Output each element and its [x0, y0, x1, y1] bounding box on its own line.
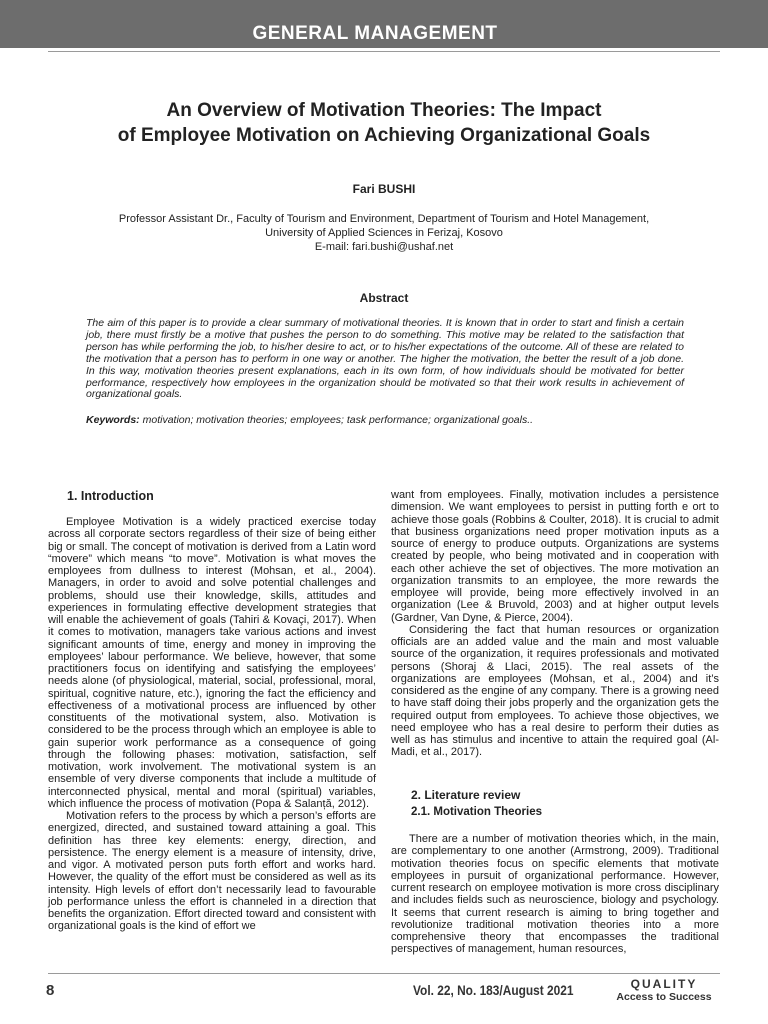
footer-rule — [48, 973, 720, 974]
header-band — [0, 0, 768, 48]
title-line-1: An Overview of Motivation Theories: The Impact — [166, 100, 602, 121]
subsection-heading-motivation-theories: 2.1. Motivation Theories — [411, 806, 542, 818]
affiliation — [60, 212, 708, 254]
intro-paragraph-2: Motivation refers to the process by which a person’s efforts are energized, directed, and sustained toward attaining a goal. This definition has three key elements: energy, direction, and persistence. The energy element is a measure of intensity, drive, and vigor. A motivated person puts forth effort and works hard. However, the quality of the effort must be considered as well as its intensity. High levels of effort don’t necessarily lead to favourable job performance unless the effort is channeled in a direction that benefits the organization. Effort directed toward and consistent with organizational goals is the kind of effort we — [48, 810, 376, 933]
right-column-lower — [391, 833, 719, 956]
journal-logo — [608, 978, 720, 1003]
keywords — [86, 414, 686, 427]
title-line-2: of Employee Motivation on Achieving Organizational Goals — [117, 125, 651, 146]
keywords-label: Keywords: — [86, 414, 140, 426]
intro-paragraph-4: Considering the fact that human resources or organization officials are an added value and the main and most valuable source of the organization, it requires professionals and motivated persons (Shoraj & Llaci, 2015). The real assets of the organizations are employees (Mohsan, et al., 2004) and it’s considered as the engine of any company. There is a growing need to have staff doing their jobs properly and the organization gets the required output from employees. To achieve those objectives, we need employee who has a real desire to perform their duties as well as has stimulus and incentive to attain the required goal (Al-Madi, et al., 2017). — [391, 623, 719, 759]
section-title: GENERAL MANAGEMENT — [252, 23, 498, 44]
affiliation-line-1: Professor Assistant Dr., Faculty of Tourism and Environment, Department of Tourism and Hotel Management, — [118, 213, 650, 225]
section-heading-introduction: 1. Introduction — [67, 489, 154, 503]
abstract-text: The aim of this paper is to provide a clear summary of motivational theories. It is known that in order to start and finish a certain job, there must firstly be a motive that pushes the person to do something. This motive may be related to the satisfaction that person has while performing the job, to his/her desire to act, or to his/her expectations of the outcome. All of these are related to the motivation that a person has to perform in one way or another. The higher the motivation, the better the result of a job done. In this way, motivation theories present explanations, each in its own form, of how individuals should be motivated for better performance, respectively how employees in the organization should be motivated so that their work results in achievement of organizational goals. — [86, 317, 684, 401]
left-column — [48, 516, 376, 933]
journal-logo-tagline: Access to Success — [616, 991, 712, 1003]
volume-info: Vol. 22, No. 183/August 2021 — [413, 982, 574, 998]
author-name: Fari BUSHI — [352, 182, 416, 196]
header-rule — [48, 51, 720, 52]
article-title — [40, 98, 728, 148]
page-number: 8 — [46, 982, 55, 999]
right-column — [391, 489, 719, 759]
intro-paragraph-3: want from employees. Finally, motivation includes a persistence dimension. We want employees to persist in putting forth e ort to achieve those goals (Robbins & Coulter, 2018). It is crucial to admit that business organizations need proper motivation inputs as a source of energy to produce outputs. Organizations are systems created by people, who being motivated and in cooperation with each other achieve the set of objectives. The more motivation an organization transmits to an employee, the more rewards the employee will provide, being more effectively involved in an organization (Lee & Bruvold, 2003) and at higher output levels (Gardner, Van Dyne, & Pierce, 2004). — [391, 489, 719, 624]
intro-paragraph-1: Employee Motivation is a widely practiced exercise today across all corporate sectors regardless of their size of being either big or small. The concept of motivation is derived from a Latin word “movere” which means “to move”. Motivation is what moves the employees from dullness to interest (Mohsan, et al., 2004). Managers, in order to avoid and solve potential challenges and problems, should use their knowledge, skills, attitudes and experiences in formulating effective development strategies that will enable the achievement of goals (Tahiri & Kovaçi, 2017). When it comes to motivation, managers take various actions and invest significant amounts of time, energy and money in improving the employees’ labour performance. We believe, however, that some practitioners focus on identifying and satisfying the employees’ needs alone (of physiological, material, social, professional, moral, spiritual, cognitive nature, etc.), ignoring the fact the efficiency and effectiveness of a motivational process are influenced by other constituents of the motivational system, also. Motivation is considered to be the process through which an employee is able to gain superior work performance as a consequence of going through the following phases: motivation, satisfaction, self motivation, work involvement. The motivational system is an ensemble of very diverse components that include a multitude of interconnected physical, mental and moral (spiritual) variables, which influence the process of motivation (Popa & Salanță, 2012). — [48, 516, 376, 810]
journal-logo-title: QUALITY — [630, 977, 698, 991]
section-heading-literature-review: 2. Literature review — [411, 788, 521, 802]
affiliation-line-2: University of Applied Sciences in Ferizaj, Kosovo — [265, 227, 503, 239]
abstract-heading: Abstract — [359, 291, 409, 305]
author-email: E-mail: fari.bushi@ushaf.net — [314, 241, 454, 253]
keywords-list: motivation; motivation theories; employees; task performance; organizational goals.. — [142, 414, 534, 426]
literature-paragraph-1: There are a number of motivation theories which, in the main, are complementary to one another (Armstrong, 2009). Traditional motivation theories focus on specific elements that motivate employees in pursuit of organizational performance. However, current research on employee motivation is more cross disciplinary and includes fields such as neuroscience, biology and psychology. It seems that current research is aiming to bring together and revolutionize traditional motivation theories into a more comprehensive theory that encompasses the traditional perspectives of management, human resources, — [391, 833, 719, 956]
